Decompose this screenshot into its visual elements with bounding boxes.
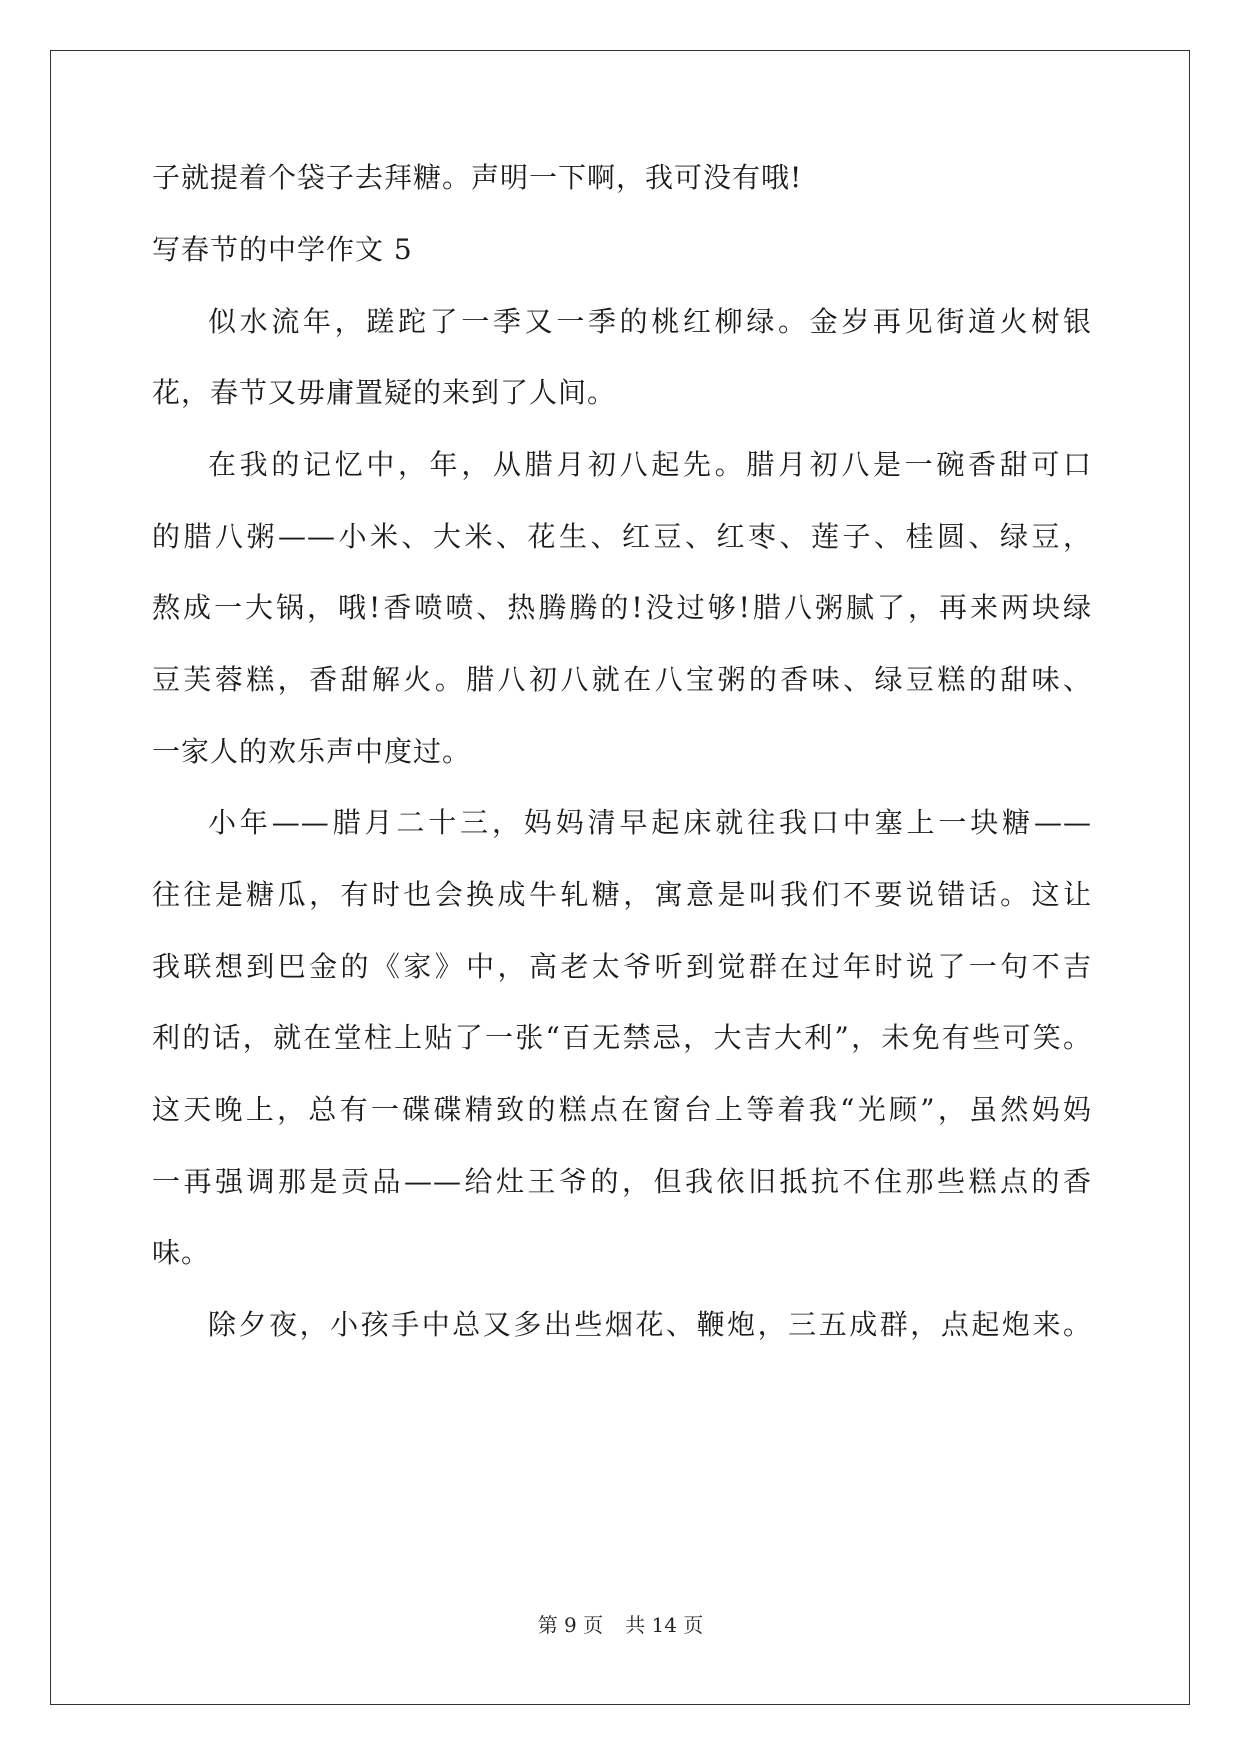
text-line: 往往是糖瓜，有时也会换成牛轧糖，寓意是叫我们不要说错话。这让 [152, 878, 1092, 911]
section-heading: 写春节的中学作文 5 [152, 233, 413, 266]
text-line: 子就提着个袋子去拜糖。声明一下啊，我可没有哦! [152, 161, 803, 194]
page-footer [0, 1612, 1241, 1638]
text-line: 味。 [152, 1236, 211, 1269]
text-line: 一家人的欢乐声中度过。 [152, 735, 472, 768]
text-line: 一再强调那是贡品——给灶王爷的，但我依旧抵抗不住那些糕点的香 [152, 1165, 1092, 1198]
text-line: 花，春节又毋庸置疑的来到了人间。 [152, 376, 617, 409]
text-line: 利的话，就在堂柱上贴了一张“百无禁忌，大吉大利”，未免有些可笑。 [152, 1021, 1092, 1054]
text-line: 这天晚上，总有一碟碟精致的糕点在窗台上等着我“光顾”，虽然妈妈 [152, 1093, 1092, 1126]
text-line: 除夕夜，小孩手中总又多出些烟花、鞭炮，三五成群，点起炮来。 [208, 1308, 1092, 1341]
text-line: 的腊八粥——小米、大米、花生、红豆、红枣、莲子、桂圆、绿豆， [152, 520, 1092, 553]
text-line: 熬成一大锅，哦!香喷喷、热腾腾的!没过够!腊八粥腻了，再来两块绿 [152, 591, 1092, 624]
text-line: 似水流年，蹉跎了一季又一季的桃红柳绿。金岁再见街道火树银 [208, 305, 1092, 338]
text-line: 小年——腊月二十三，妈妈清早起床就往我口中塞上一块糖—— [208, 806, 1092, 839]
page-number: 第 9 页 [537, 1613, 604, 1637]
text-line: 我联想到巴金的《家》中，高老太爷听到觉群在过年时说了一句不吉 [152, 950, 1092, 983]
page-total: 共 14 页 [625, 1613, 704, 1637]
text-line: 在我的记忆中，年，从腊月初八起先。腊月初八是一碗香甜可口 [208, 448, 1092, 481]
text-line: 豆芙蓉糕，香甜解火。腊八初八就在八宝粥的香味、绿豆糕的甜味、 [152, 663, 1092, 696]
